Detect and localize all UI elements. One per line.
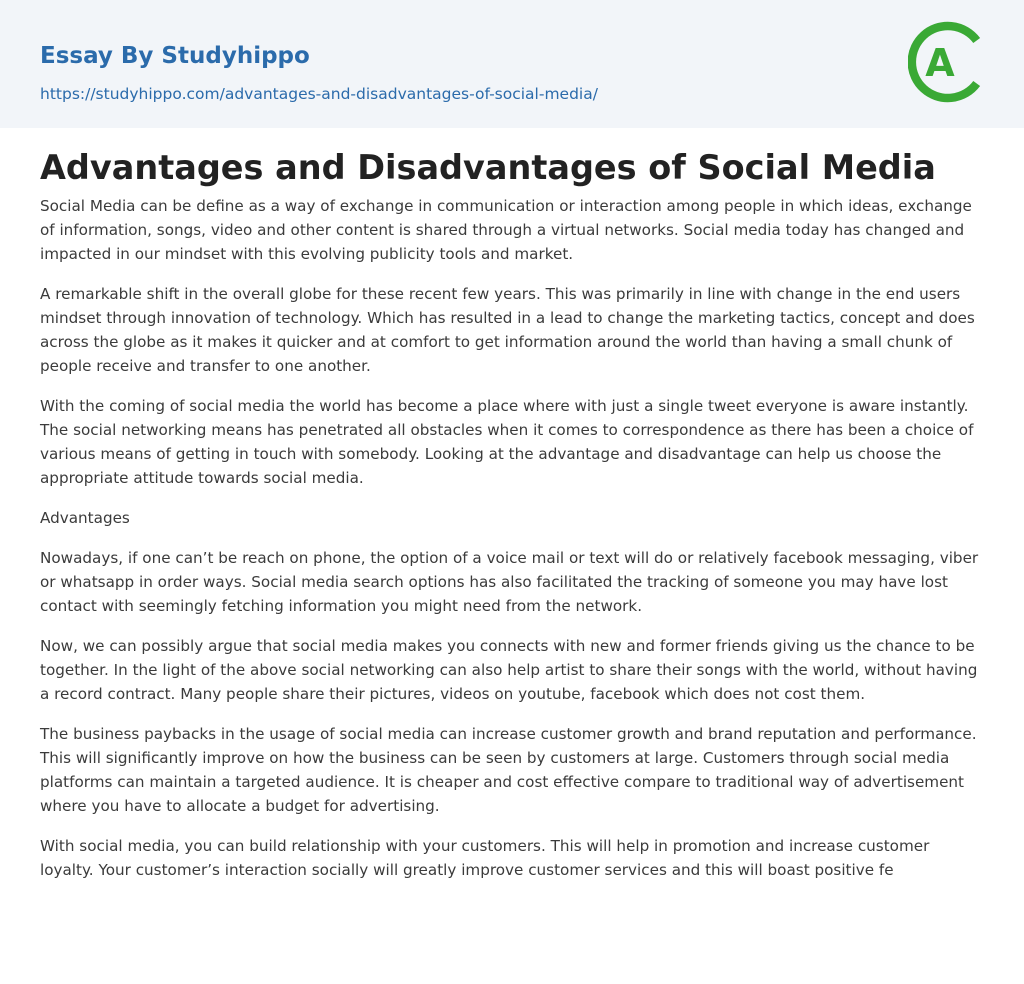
essay-paragraph: Now, we can possibly argue that social media makes you connects with new and former friends giving us the chance to be together. In the light of the above social networking can also help artist to share their songs with the world, without having a record contract. Many people share their pictures, videos on youtube, facebook which does not cost them. <box>40 637 978 703</box>
site-header <box>0 0 1024 128</box>
essay-paragraph: Social Media can be define as a way of exchange in communication or interaction among people in which ideas, exchange of information, songs, video and other content is shared through a virtual networks. Social media today has changed and impacted in our mindset with this evolving publicity tools and market. <box>40 197 972 263</box>
essay-title: Advantages and Disadvantages of Social Media <box>40 148 936 187</box>
essay-paragraph: A remarkable shift in the overall globe for these recent few years. This was primarily in line with change in the end users mindset through innovation of technology. Which has resulted in a lead to change the marketing tactics, concept and does across the globe as it makes it quicker and at comfort to get information around the world than having a small chunk of people receive and transfer to one another. <box>40 285 975 375</box>
section-heading-advantages: Advantages <box>40 509 130 527</box>
essay-paragraph: The business paybacks in the usage of social media can increase customer growth and brand reputation and performance. This will significantly improve on how the business can be seen by customers at large. Customers through social media platforms can maintain a targeted audience. It is cheaper and cost effective compare to traditional way of advertisement where you have to allocate a budget for advertising. <box>40 725 977 815</box>
brand-title[interactable]: Essay By Studyhippo <box>40 43 310 69</box>
essay-content <box>40 146 986 898</box>
essay-paragraph: With the coming of social media the world has become a place where with just a single tweet everyone is aware instantly. The social networking means has penetrated all obstacles when it comes to correspondence as there has been a choice of various means of getting in touch with somebody. Looking at the advantage and disadvantage can help us choose the appropriate attitude towards social media. <box>40 397 974 487</box>
studyhippo-logo-icon[interactable] <box>908 18 988 106</box>
essay-paragraph: With social media, you can build relationship with your customers. This will help in promotion and increase customer loyalty. Your customer’s interaction socially will greatly improve customer services and this will boast positive fe <box>40 837 930 879</box>
logo-letter: A <box>925 41 955 85</box>
source-url-link[interactable]: https://studyhippo.com/advantages-and-disadvantages-of-social-media/ <box>40 85 598 103</box>
essay-paragraph: Nowadays, if one can’t be reach on phone, the option of a voice mail or text will do or relatively facebook messaging, viber or whatsapp in order ways. Social media search options has also facilitated the tracking of someone you may have lost contact with seemingly fetching information you might need from the network. <box>40 549 979 615</box>
